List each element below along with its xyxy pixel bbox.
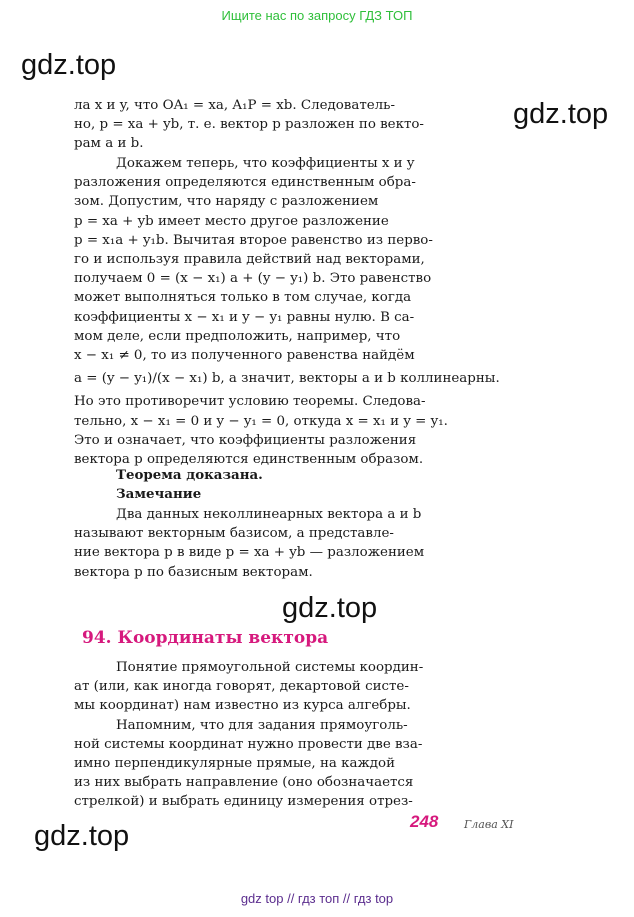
text-line: может выполняться только в том случае, когда [74, 290, 412, 306]
text-line: называют векторным базисом, а представле- [74, 526, 394, 542]
watermark-4: gdz.top [34, 820, 130, 852]
watermark-1: gdz.top [21, 49, 117, 81]
text-line: ной системы координат нужно провести две вза- [74, 736, 423, 752]
text-line: мом деле, если предположить, например, что [74, 328, 401, 344]
text-line: тельно, x − x₁ = 0 и y − y₁ = 0, откуда x = x₁ и y = y₁. [74, 413, 448, 429]
text-line: го и используя правила действий над векторами, [74, 252, 425, 268]
text-line: стрелкой) и выбрать единицу измерения отрез- [74, 794, 413, 810]
page-number: 248 [410, 812, 439, 831]
text-line: ат (или, как иногда говорят, декартовой систе- [74, 679, 409, 695]
text-line: мы координат) нам известно из курса алгебры. [74, 698, 411, 714]
text-line: ние вектора p в виде p = xa + yb — разложением [74, 545, 425, 561]
text-line: рам a и b. [74, 136, 144, 152]
text-block-3 [74, 505, 444, 582]
text-line: коэффициенты x − x₁ и y − y₁ равны нулю. В са- [74, 309, 415, 325]
section-heading: 94. Координаты вектора [82, 628, 329, 648]
text-line: x − x₁ ≠ 0, то из полученного равенства найдём [74, 348, 415, 364]
text-block-4 [74, 658, 444, 812]
text-line: p = x₁a + y₁b. Вычитая второе равенство из перво- [74, 232, 433, 248]
text-line: имно перпендикулярные прямые, на каждой [74, 756, 396, 772]
text-line: из них выбрать направление (оно обозначается [74, 775, 414, 791]
remark-title: Замечание [116, 486, 202, 502]
top-banner[interactable]: Ищите нас по запросу ГДЗ ТОП [221, 8, 413, 23]
text-line: Это и означает, что коэффициенты разложения [74, 432, 417, 448]
text-line: Напомним, что для задания прямоуголь- [116, 717, 408, 733]
theorem-proved: Теорема доказана. [116, 467, 263, 483]
text-line: вектора p по базисным векторам. [74, 564, 313, 580]
text-line: Два данных неколлинеарных вектора a и b [116, 507, 422, 522]
watermark-3: gdz.top [282, 592, 378, 624]
text-line: получаем 0 = (x − x₁) a + (y − y₁) b. Это равенство [74, 271, 432, 287]
text-block-2 [74, 154, 500, 469]
text-line: p = xa + yb имеет место другое разложение [74, 213, 389, 229]
text-line: разложения определяются единственным обра- [74, 175, 416, 191]
text-line: вектора p определяются единственным образом. [74, 452, 424, 468]
text-line: зом. Допустим, что наряду с разложением [74, 194, 379, 210]
footer-links[interactable]: gdz top // гдз топ // гдз top [240, 891, 394, 906]
text-line: Понятие прямоугольной системы координ- [116, 660, 424, 675]
text-line: Докажем теперь, что коэффициенты x и y [116, 156, 415, 171]
text-line: Но это противоречит условию теоремы. Следова- [74, 394, 426, 410]
text-block-1 [74, 96, 444, 154]
chapter-label: Глава XI [464, 818, 514, 831]
text-line: но, p = xa + yb, т. е. вектор p разложен по векто- [74, 117, 424, 133]
text-line: a = (y − y₁)/(x − x₁) b, а значит, векторы a и b коллинеарны. [74, 371, 500, 387]
watermark-2: gdz.top [513, 98, 609, 130]
text-line: ла x и y, что OA₁ = xa, A₁P = xb. Следователь- [74, 98, 395, 113]
